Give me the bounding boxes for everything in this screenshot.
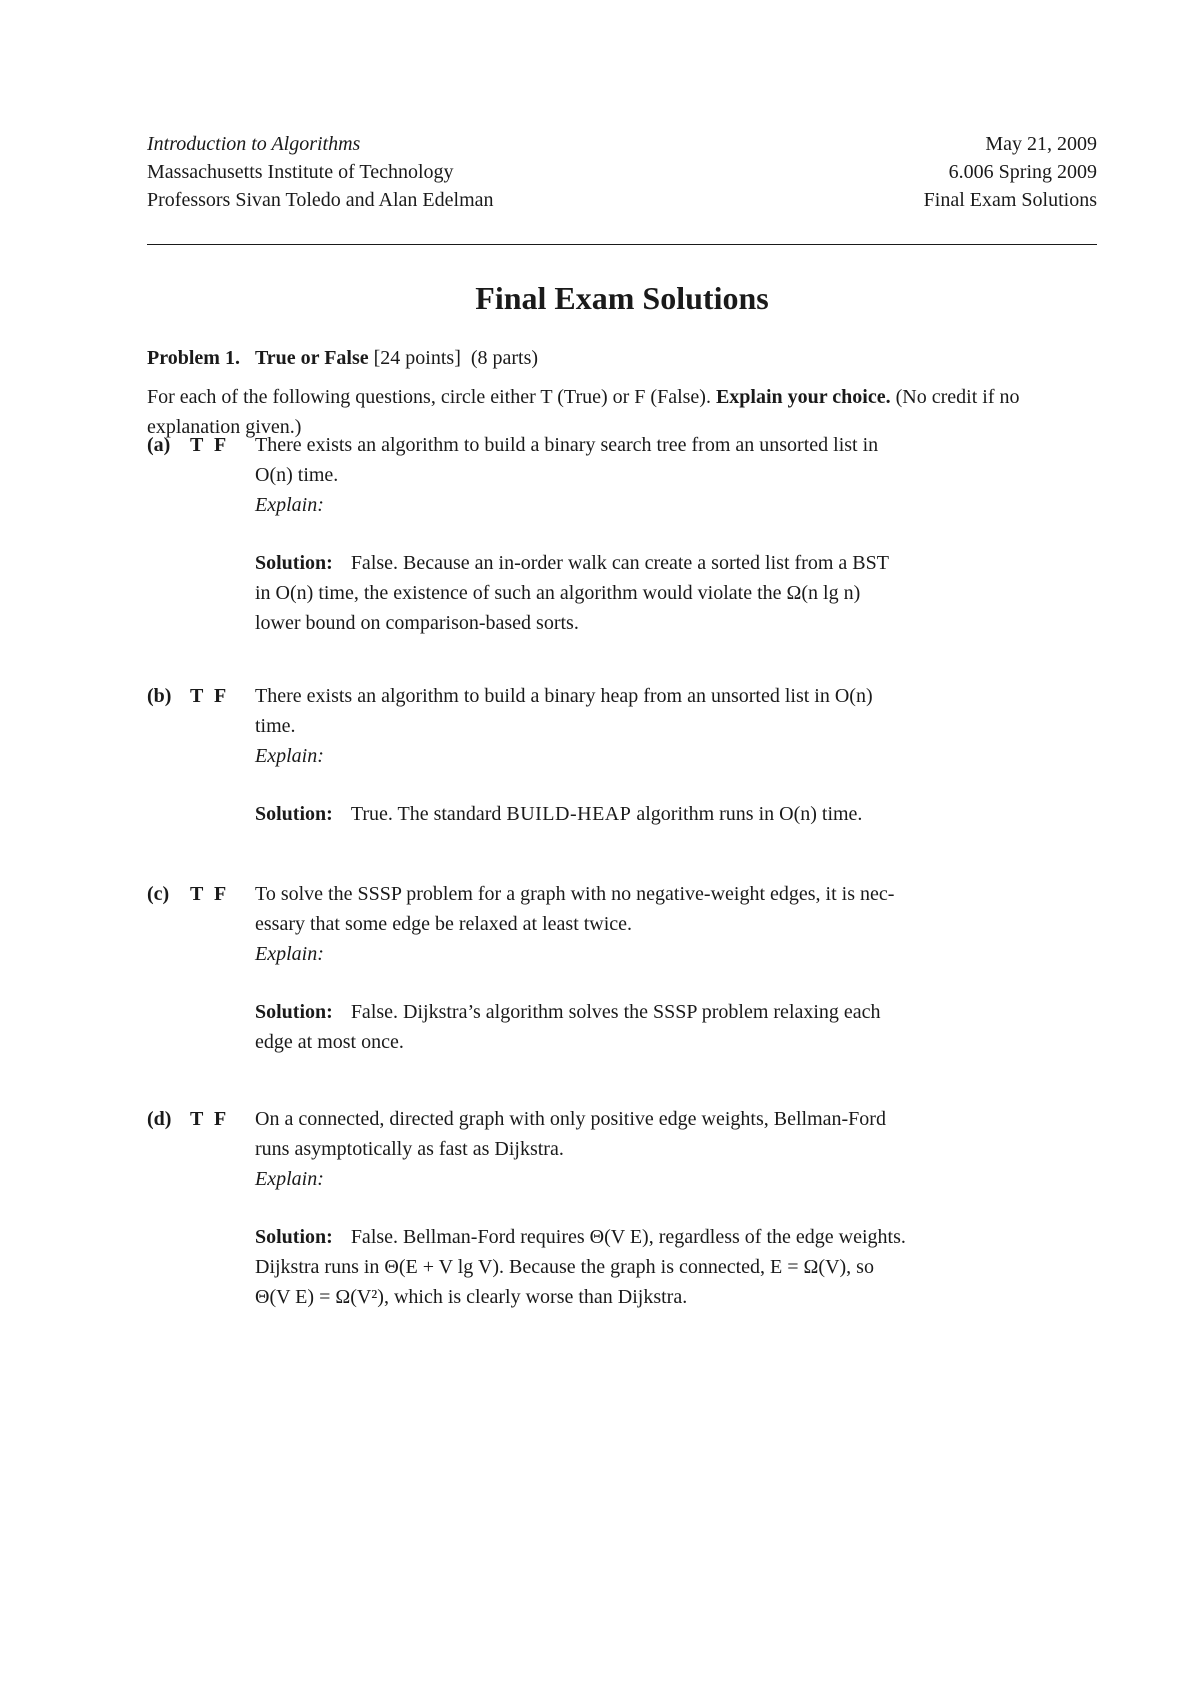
professors: Professors Sivan Toledo and Alan Edelman [147,189,494,211]
question-line: time. [255,715,296,737]
explain-label: Explain: [255,745,324,767]
question-letter: (c) [147,883,170,905]
solution-line: Θ(V E) = Ω(V²), which is clearly worse than Dijkstra. [255,1286,688,1308]
problem-parts: (8 parts) [470,347,539,369]
solution-line: False. Because an in-order walk can create a sorted list from a BST [350,552,889,574]
course-term: 6.006 Spring 2009 [948,161,1097,183]
solution-line: in O(n) time, the existence of such an algorithm would violate the Ω(n lg n) [255,582,861,604]
question-letter: (b) [147,685,172,707]
instructions-text: For each of the following questions, circle either T (True) or F (False). [147,386,711,408]
solution-line: False. Dijkstra’s algorithm solves the SSSP problem relaxing each [350,1001,881,1023]
question-text [255,681,1033,771]
header-row-3 [147,188,1097,216]
instructions-emphasis: Explain your choice. [715,386,891,408]
explain-label: Explain: [255,494,324,516]
problem-heading [147,344,538,372]
exam-date: May 21, 2009 [985,133,1097,155]
solution-text: algorithm runs in O(n) time. [636,803,863,825]
explain-label: Explain: [255,1168,324,1190]
question-line: O(n) time. [255,464,339,486]
explain-label: Explain: [255,943,324,965]
header-divider [147,244,1097,245]
document-type: Final Exam Solutions [923,189,1097,211]
solution-label: Solution: [255,1226,333,1248]
problem-points: [24 points] [373,347,461,369]
question-line: There exists an algorithm to build a binary heap from an unsorted list in O(n) [255,685,873,707]
header-row-2 [147,160,1097,188]
question-letter: (a) [147,434,171,456]
solution-text: True. The standard [350,803,502,825]
header-row-1 [147,132,1097,160]
solution-line: False. Bellman-Ford requires Θ(V E), regardless of the edge weights. [350,1226,906,1248]
problem-name: True or False [254,347,369,369]
solution-c [255,997,1033,1057]
solution-d [255,1222,1033,1312]
true-false-choice[interactable]: T F [190,1108,227,1130]
problem-label: Problem 1. [147,347,240,369]
true-false-choice[interactable]: T F [190,434,227,456]
question-line: runs asymptotically as fast as Dijkstra. [255,1138,564,1160]
institution: Massachusetts Institute of Technology [147,161,454,183]
instructions-note: (No credit if no explanation given.) [147,386,1020,438]
solution-line: edge at most once. [255,1031,404,1053]
question-text [255,430,1033,520]
true-false-choice[interactable]: T F [190,685,227,707]
page-title: Final Exam Solutions [475,280,769,316]
solution-label: Solution: [255,552,333,574]
solution-b [255,799,1033,829]
solution-line: Dijkstra runs in Θ(E + V lg V). Because the graph is connected, E = Ω(V), so [255,1256,874,1278]
algorithm-name: BUILD-HEAP [506,803,632,825]
question-line: To solve the SSSP problem for a graph with no negative-weight edges, it is nec- [255,883,895,905]
solution-line: lower bound on comparison-based sorts. [255,612,579,634]
solution-label: Solution: [255,1001,333,1023]
solution-a [255,548,1033,638]
exam-page [147,0,1097,1698]
course-title: Introduction to Algorithms [147,133,361,155]
question-line: On a connected, directed graph with only positive edge weights, Bellman-Ford [255,1108,886,1130]
question-text [255,879,1033,969]
question-line: essary that some edge be relaxed at least twice. [255,913,633,935]
true-false-choice[interactable]: T F [190,883,227,905]
question-line: There exists an algorithm to build a binary search tree from an unsorted list in [255,434,879,456]
question-text [255,1104,1033,1194]
solution-label: Solution: [255,803,333,825]
question-letter: (d) [147,1108,172,1130]
